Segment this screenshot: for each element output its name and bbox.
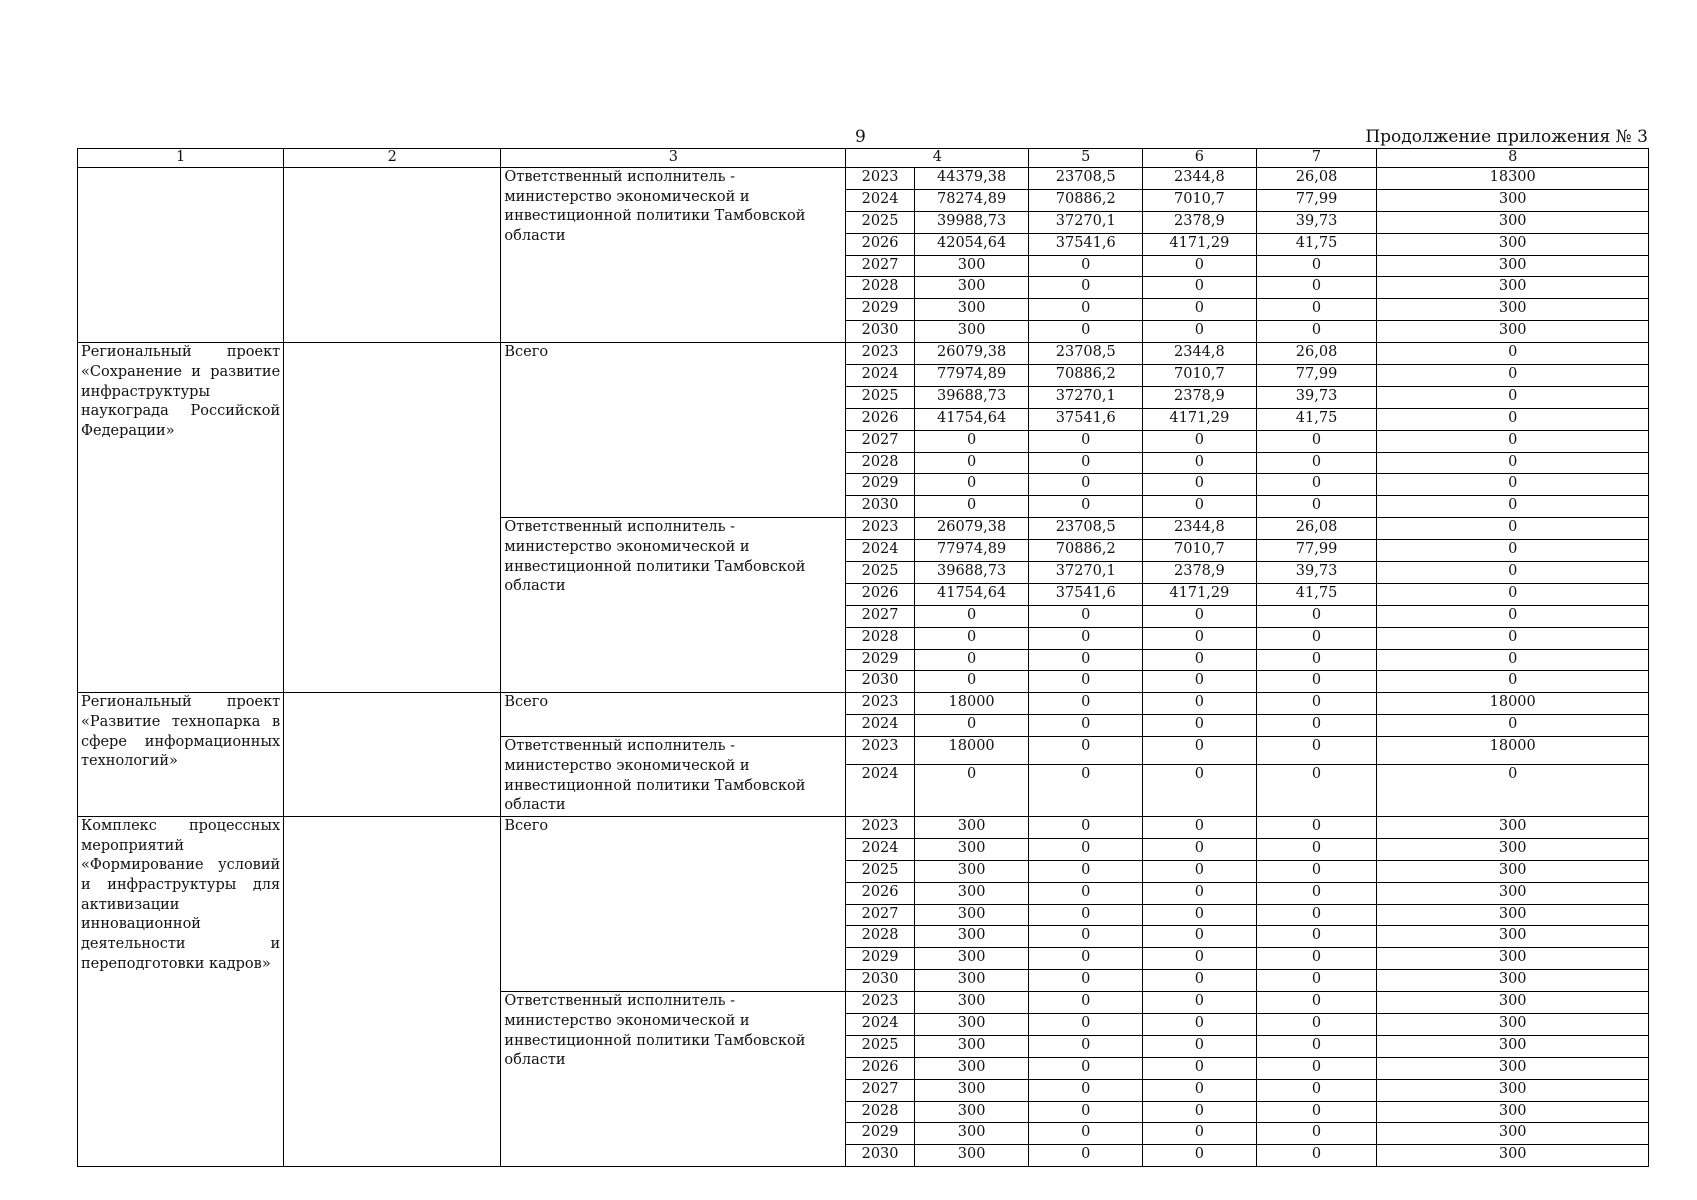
- regional-cell: 0: [1143, 255, 1257, 277]
- year-cell: 2023: [846, 343, 914, 365]
- extra-budget-cell: 0: [1377, 452, 1649, 474]
- extra-budget-cell: 300: [1377, 189, 1649, 211]
- local-cell: 39,73: [1256, 562, 1377, 584]
- regional-cell: 0: [1143, 693, 1257, 715]
- federal-cell: 23708,5: [1029, 343, 1143, 365]
- extra-budget-cell: 300: [1377, 321, 1649, 343]
- total-cell: 300: [914, 1145, 1029, 1167]
- federal-cell: 37270,1: [1029, 386, 1143, 408]
- local-cell: 26,08: [1256, 518, 1377, 540]
- column-2-cell: [284, 693, 501, 817]
- year-cell: 2024: [846, 838, 914, 860]
- regional-cell: 2344,8: [1143, 168, 1257, 190]
- year-cell: 2027: [846, 904, 914, 926]
- total-cell: 0: [914, 474, 1029, 496]
- table-row: [78, 343, 1649, 365]
- year-cell: 2025: [846, 1035, 914, 1057]
- total-cell: 0: [914, 715, 1029, 737]
- year-cell: 2026: [846, 233, 914, 255]
- extra-budget-cell: 0: [1377, 627, 1649, 649]
- executor-cell: Ответственный исполнитель - министерство экономической и инвестиционной политики Тамбовской области: [501, 737, 846, 817]
- extra-budget-cell: 0: [1377, 671, 1649, 693]
- total-cell: 300: [914, 299, 1029, 321]
- total-cell: 300: [914, 816, 1029, 838]
- federal-cell: 0: [1029, 904, 1143, 926]
- federal-cell: 0: [1029, 1079, 1143, 1101]
- extra-budget-cell: 18300: [1377, 168, 1649, 190]
- federal-cell: 0: [1029, 764, 1143, 816]
- regional-cell: 4171,29: [1143, 583, 1257, 605]
- column-2-cell: [284, 816, 501, 1166]
- local-cell: 0: [1256, 882, 1377, 904]
- project-name-cell: [78, 168, 284, 343]
- regional-cell: 0: [1143, 1057, 1257, 1079]
- executor-cell: Ответственный исполнитель - министерство экономической и инвестиционной политики Тамбовской области: [501, 168, 846, 343]
- year-cell: 2024: [846, 365, 914, 387]
- local-cell: 0: [1256, 860, 1377, 882]
- regional-cell: 0: [1143, 764, 1257, 816]
- total-cell: 26079,38: [914, 343, 1029, 365]
- column-2-cell: [284, 168, 501, 343]
- year-cell: 2029: [846, 474, 914, 496]
- local-cell: 26,08: [1256, 343, 1377, 365]
- local-cell: 0: [1256, 1057, 1377, 1079]
- year-cell: 2030: [846, 671, 914, 693]
- total-cell: 0: [914, 671, 1029, 693]
- extra-budget-cell: 300: [1377, 1145, 1649, 1167]
- regional-cell: 0: [1143, 816, 1257, 838]
- total-cell: 0: [914, 764, 1029, 816]
- extra-budget-cell: 300: [1377, 1035, 1649, 1057]
- regional-cell: 0: [1143, 904, 1257, 926]
- federal-cell: 70886,2: [1029, 189, 1143, 211]
- table-row: [78, 693, 1649, 715]
- extra-budget-cell: 300: [1377, 860, 1649, 882]
- year-cell: 2027: [846, 1079, 914, 1101]
- extra-budget-cell: 300: [1377, 882, 1649, 904]
- total-cell: 300: [914, 926, 1029, 948]
- local-cell: 0: [1256, 737, 1377, 765]
- regional-cell: 2378,9: [1143, 562, 1257, 584]
- total-cell: 0: [914, 627, 1029, 649]
- local-cell: 77,99: [1256, 365, 1377, 387]
- header-cell: 6: [1143, 149, 1257, 168]
- local-cell: 0: [1256, 627, 1377, 649]
- local-cell: 0: [1256, 1035, 1377, 1057]
- local-cell: 0: [1256, 605, 1377, 627]
- federal-cell: 37541,6: [1029, 408, 1143, 430]
- executor-cell: Ответственный исполнитель - министерство экономической и инвестиционной политики Тамбовской области: [501, 992, 846, 1167]
- federal-cell: 0: [1029, 671, 1143, 693]
- extra-budget-cell: 300: [1377, 277, 1649, 299]
- extra-budget-cell: 0: [1377, 343, 1649, 365]
- federal-cell: 37270,1: [1029, 211, 1143, 233]
- executor-cell: Всего: [501, 693, 846, 737]
- regional-cell: 0: [1143, 474, 1257, 496]
- header-cell: 8: [1377, 149, 1649, 168]
- extra-budget-cell: 0: [1377, 408, 1649, 430]
- local-cell: 0: [1256, 1101, 1377, 1123]
- extra-budget-cell: 0: [1377, 605, 1649, 627]
- extra-budget-cell: 0: [1377, 540, 1649, 562]
- federal-cell: 0: [1029, 277, 1143, 299]
- local-cell: 26,08: [1256, 168, 1377, 190]
- local-cell: 0: [1256, 255, 1377, 277]
- federal-cell: 0: [1029, 255, 1143, 277]
- regional-cell: 0: [1143, 671, 1257, 693]
- regional-cell: 0: [1143, 321, 1257, 343]
- header-cell: 2: [284, 149, 501, 168]
- total-cell: 0: [914, 605, 1029, 627]
- executor-cell: Ответственный исполнитель - министерство экономической и инвестиционной политики Тамбовской области: [501, 518, 846, 693]
- local-cell: 0: [1256, 321, 1377, 343]
- year-cell: 2024: [846, 715, 914, 737]
- extra-budget-cell: 0: [1377, 474, 1649, 496]
- extra-budget-cell: 0: [1377, 365, 1649, 387]
- federal-cell: 0: [1029, 715, 1143, 737]
- total-cell: 18000: [914, 737, 1029, 765]
- total-cell: 42054,64: [914, 233, 1029, 255]
- year-cell: 2030: [846, 496, 914, 518]
- total-cell: 44379,38: [914, 168, 1029, 190]
- federal-cell: 0: [1029, 299, 1143, 321]
- regional-cell: 0: [1143, 1101, 1257, 1123]
- regional-cell: 0: [1143, 627, 1257, 649]
- project-name-cell: Комплекс процессных мероприятий «Формирование условий и инфраструктуры для активизации инновационной деятельности и переподготовки кадров»: [78, 816, 284, 1166]
- regional-cell: 0: [1143, 496, 1257, 518]
- local-cell: 0: [1256, 693, 1377, 715]
- year-cell: 2023: [846, 693, 914, 715]
- total-cell: 78274,89: [914, 189, 1029, 211]
- regional-cell: 0: [1143, 882, 1257, 904]
- extra-budget-cell: 300: [1377, 992, 1649, 1014]
- total-cell: 0: [914, 452, 1029, 474]
- total-cell: 77974,89: [914, 540, 1029, 562]
- extra-budget-cell: 0: [1377, 518, 1649, 540]
- extra-budget-cell: 300: [1377, 1101, 1649, 1123]
- regional-cell: 0: [1143, 1123, 1257, 1145]
- total-cell: 0: [914, 430, 1029, 452]
- table-body: [78, 149, 1649, 1167]
- local-cell: 0: [1256, 1013, 1377, 1035]
- local-cell: 0: [1256, 1079, 1377, 1101]
- year-cell: 2023: [846, 168, 914, 190]
- header-cell: 7: [1256, 149, 1377, 168]
- local-cell: 0: [1256, 277, 1377, 299]
- local-cell: 0: [1256, 764, 1377, 816]
- extra-budget-cell: 300: [1377, 970, 1649, 992]
- extra-budget-cell: 0: [1377, 649, 1649, 671]
- federal-cell: 0: [1029, 693, 1143, 715]
- year-cell: 2025: [846, 860, 914, 882]
- year-cell: 2023: [846, 816, 914, 838]
- federal-cell: 0: [1029, 737, 1143, 765]
- year-cell: 2024: [846, 540, 914, 562]
- table-row: [78, 816, 1649, 838]
- year-cell: 2029: [846, 299, 914, 321]
- year-cell: 2028: [846, 926, 914, 948]
- federal-cell: 70886,2: [1029, 365, 1143, 387]
- year-cell: 2026: [846, 408, 914, 430]
- year-cell: 2023: [846, 518, 914, 540]
- regional-cell: 0: [1143, 838, 1257, 860]
- total-cell: 300: [914, 1101, 1029, 1123]
- header-cell: 5: [1029, 149, 1143, 168]
- year-cell: 2028: [846, 277, 914, 299]
- year-cell: 2023: [846, 737, 914, 765]
- extra-budget-cell: 0: [1377, 496, 1649, 518]
- regional-cell: 0: [1143, 737, 1257, 765]
- total-cell: 39688,73: [914, 562, 1029, 584]
- federal-cell: 37541,6: [1029, 583, 1143, 605]
- local-cell: 0: [1256, 816, 1377, 838]
- federal-cell: 0: [1029, 816, 1143, 838]
- regional-cell: 0: [1143, 430, 1257, 452]
- federal-cell: 0: [1029, 948, 1143, 970]
- total-cell: 300: [914, 882, 1029, 904]
- federal-cell: 0: [1029, 321, 1143, 343]
- total-cell: 300: [914, 992, 1029, 1014]
- year-cell: 2025: [846, 562, 914, 584]
- local-cell: 0: [1256, 299, 1377, 321]
- executor-cell: Всего: [501, 816, 846, 991]
- year-cell: 2025: [846, 386, 914, 408]
- extra-budget-cell: 300: [1377, 1057, 1649, 1079]
- year-cell: 2029: [846, 948, 914, 970]
- local-cell: 0: [1256, 474, 1377, 496]
- extra-budget-cell: 300: [1377, 1079, 1649, 1101]
- year-cell: 2025: [846, 211, 914, 233]
- total-cell: 300: [914, 1035, 1029, 1057]
- local-cell: 0: [1256, 838, 1377, 860]
- regional-cell: 2378,9: [1143, 211, 1257, 233]
- extra-budget-cell: 0: [1377, 562, 1649, 584]
- federal-cell: 0: [1029, 605, 1143, 627]
- federal-cell: 0: [1029, 1101, 1143, 1123]
- regional-cell: 7010,7: [1143, 365, 1257, 387]
- extra-budget-cell: 300: [1377, 816, 1649, 838]
- year-cell: 2027: [846, 430, 914, 452]
- project-name-cell: Региональный проект «Развитие технопарка в сфере информационных технологий»: [78, 693, 284, 817]
- regional-cell: 0: [1143, 970, 1257, 992]
- year-cell: 2024: [846, 189, 914, 211]
- year-cell: 2024: [846, 764, 914, 816]
- regional-cell: 2344,8: [1143, 518, 1257, 540]
- federal-cell: 0: [1029, 838, 1143, 860]
- federal-cell: 0: [1029, 1013, 1143, 1035]
- federal-cell: 23708,5: [1029, 168, 1143, 190]
- regional-cell: 2344,8: [1143, 343, 1257, 365]
- regional-cell: 0: [1143, 277, 1257, 299]
- table-row: [78, 168, 1649, 190]
- federal-cell: 0: [1029, 926, 1143, 948]
- federal-cell: 0: [1029, 1123, 1143, 1145]
- regional-cell: 0: [1143, 1145, 1257, 1167]
- local-cell: 0: [1256, 1123, 1377, 1145]
- extra-budget-cell: 0: [1377, 386, 1649, 408]
- year-cell: 2029: [846, 649, 914, 671]
- federal-cell: 0: [1029, 430, 1143, 452]
- year-cell: 2028: [846, 627, 914, 649]
- regional-cell: 0: [1143, 926, 1257, 948]
- total-cell: 77974,89: [914, 365, 1029, 387]
- extra-budget-cell: 300: [1377, 926, 1649, 948]
- federal-cell: 0: [1029, 882, 1143, 904]
- regional-cell: 0: [1143, 452, 1257, 474]
- total-cell: 300: [914, 970, 1029, 992]
- federal-cell: 23708,5: [1029, 518, 1143, 540]
- regional-cell: 0: [1143, 992, 1257, 1014]
- federal-cell: 70886,2: [1029, 540, 1143, 562]
- federal-cell: 0: [1029, 970, 1143, 992]
- column-2-cell: [284, 343, 501, 693]
- local-cell: 0: [1256, 970, 1377, 992]
- extra-budget-cell: 0: [1377, 764, 1649, 816]
- total-cell: 300: [914, 321, 1029, 343]
- year-cell: 2023: [846, 992, 914, 1014]
- total-cell: 39988,73: [914, 211, 1029, 233]
- regional-cell: 0: [1143, 299, 1257, 321]
- regional-cell: 0: [1143, 948, 1257, 970]
- local-cell: 0: [1256, 926, 1377, 948]
- year-cell: 2027: [846, 255, 914, 277]
- local-cell: 0: [1256, 649, 1377, 671]
- executor-cell: Всего: [501, 343, 846, 518]
- regional-cell: 2378,9: [1143, 386, 1257, 408]
- extra-budget-cell: 300: [1377, 255, 1649, 277]
- extra-budget-cell: 18000: [1377, 737, 1649, 765]
- year-cell: 2030: [846, 321, 914, 343]
- total-cell: 300: [914, 1079, 1029, 1101]
- extra-budget-cell: 300: [1377, 948, 1649, 970]
- total-cell: 41754,64: [914, 583, 1029, 605]
- total-cell: 0: [914, 496, 1029, 518]
- year-cell: 2028: [846, 452, 914, 474]
- local-cell: 77,99: [1256, 189, 1377, 211]
- local-cell: 41,75: [1256, 233, 1377, 255]
- year-cell: 2026: [846, 882, 914, 904]
- year-cell: 2027: [846, 605, 914, 627]
- total-cell: 300: [914, 1057, 1029, 1079]
- year-cell: 2028: [846, 1101, 914, 1123]
- regional-cell: 4171,29: [1143, 408, 1257, 430]
- local-cell: 0: [1256, 904, 1377, 926]
- regional-cell: 7010,7: [1143, 189, 1257, 211]
- federal-cell: 0: [1029, 1057, 1143, 1079]
- extra-budget-cell: 300: [1377, 838, 1649, 860]
- year-cell: 2030: [846, 970, 914, 992]
- local-cell: 0: [1256, 1145, 1377, 1167]
- total-cell: 300: [914, 1013, 1029, 1035]
- extra-budget-cell: 300: [1377, 1123, 1649, 1145]
- extra-budget-cell: 18000: [1377, 693, 1649, 715]
- federal-cell: 0: [1029, 496, 1143, 518]
- extra-budget-cell: 0: [1377, 430, 1649, 452]
- year-cell: 2029: [846, 1123, 914, 1145]
- federal-cell: 0: [1029, 452, 1143, 474]
- federal-cell: 37541,6: [1029, 233, 1143, 255]
- local-cell: 0: [1256, 452, 1377, 474]
- total-cell: 300: [914, 1123, 1029, 1145]
- header-row: [78, 149, 1649, 168]
- regional-cell: 0: [1143, 715, 1257, 737]
- federal-cell: 0: [1029, 1035, 1143, 1057]
- local-cell: 0: [1256, 671, 1377, 693]
- federal-cell: 0: [1029, 1145, 1143, 1167]
- total-cell: 41754,64: [914, 408, 1029, 430]
- year-cell: 2026: [846, 1057, 914, 1079]
- local-cell: 41,75: [1256, 408, 1377, 430]
- local-cell: 39,73: [1256, 386, 1377, 408]
- local-cell: 39,73: [1256, 211, 1377, 233]
- federal-cell: 0: [1029, 860, 1143, 882]
- header-cell: 3: [501, 149, 846, 168]
- regional-cell: 4171,29: [1143, 233, 1257, 255]
- year-cell: 2030: [846, 1145, 914, 1167]
- local-cell: 41,75: [1256, 583, 1377, 605]
- total-cell: 300: [914, 277, 1029, 299]
- extra-budget-cell: 300: [1377, 299, 1649, 321]
- federal-cell: 0: [1029, 627, 1143, 649]
- federal-cell: 0: [1029, 649, 1143, 671]
- year-cell: 2026: [846, 583, 914, 605]
- regional-cell: 0: [1143, 605, 1257, 627]
- header-cell: 1: [78, 149, 284, 168]
- local-cell: 0: [1256, 715, 1377, 737]
- extra-budget-cell: 0: [1377, 583, 1649, 605]
- regional-cell: 0: [1143, 860, 1257, 882]
- extra-budget-cell: 0: [1377, 715, 1649, 737]
- extra-budget-cell: 300: [1377, 1013, 1649, 1035]
- total-cell: 300: [914, 255, 1029, 277]
- federal-cell: 0: [1029, 474, 1143, 496]
- year-cell: 2024: [846, 1013, 914, 1035]
- financing-table: [77, 148, 1649, 1167]
- total-cell: 300: [914, 904, 1029, 926]
- local-cell: 77,99: [1256, 540, 1377, 562]
- total-cell: 0: [914, 649, 1029, 671]
- local-cell: 0: [1256, 496, 1377, 518]
- federal-cell: 0: [1029, 992, 1143, 1014]
- extra-budget-cell: 300: [1377, 233, 1649, 255]
- local-cell: 0: [1256, 948, 1377, 970]
- project-name-cell: Региональный проект «Сохранение и развитие инфраструктуры наукограда Российской Федерации»: [78, 343, 284, 693]
- extra-budget-cell: 300: [1377, 904, 1649, 926]
- total-cell: 18000: [914, 693, 1029, 715]
- extra-budget-cell: 300: [1377, 211, 1649, 233]
- local-cell: 0: [1256, 992, 1377, 1014]
- total-cell: 300: [914, 860, 1029, 882]
- regional-cell: 0: [1143, 1079, 1257, 1101]
- page-number: 9: [855, 127, 866, 147]
- regional-cell: 0: [1143, 1035, 1257, 1057]
- regional-cell: 0: [1143, 1013, 1257, 1035]
- total-cell: 39688,73: [914, 386, 1029, 408]
- regional-cell: 7010,7: [1143, 540, 1257, 562]
- continuation-label: Продолжение приложения № 3: [1365, 127, 1648, 147]
- local-cell: 0: [1256, 430, 1377, 452]
- regional-cell: 0: [1143, 649, 1257, 671]
- total-cell: 300: [914, 948, 1029, 970]
- federal-cell: 37270,1: [1029, 562, 1143, 584]
- total-cell: 26079,38: [914, 518, 1029, 540]
- total-cell: 300: [914, 838, 1029, 860]
- header-cell: 4: [846, 149, 1029, 168]
